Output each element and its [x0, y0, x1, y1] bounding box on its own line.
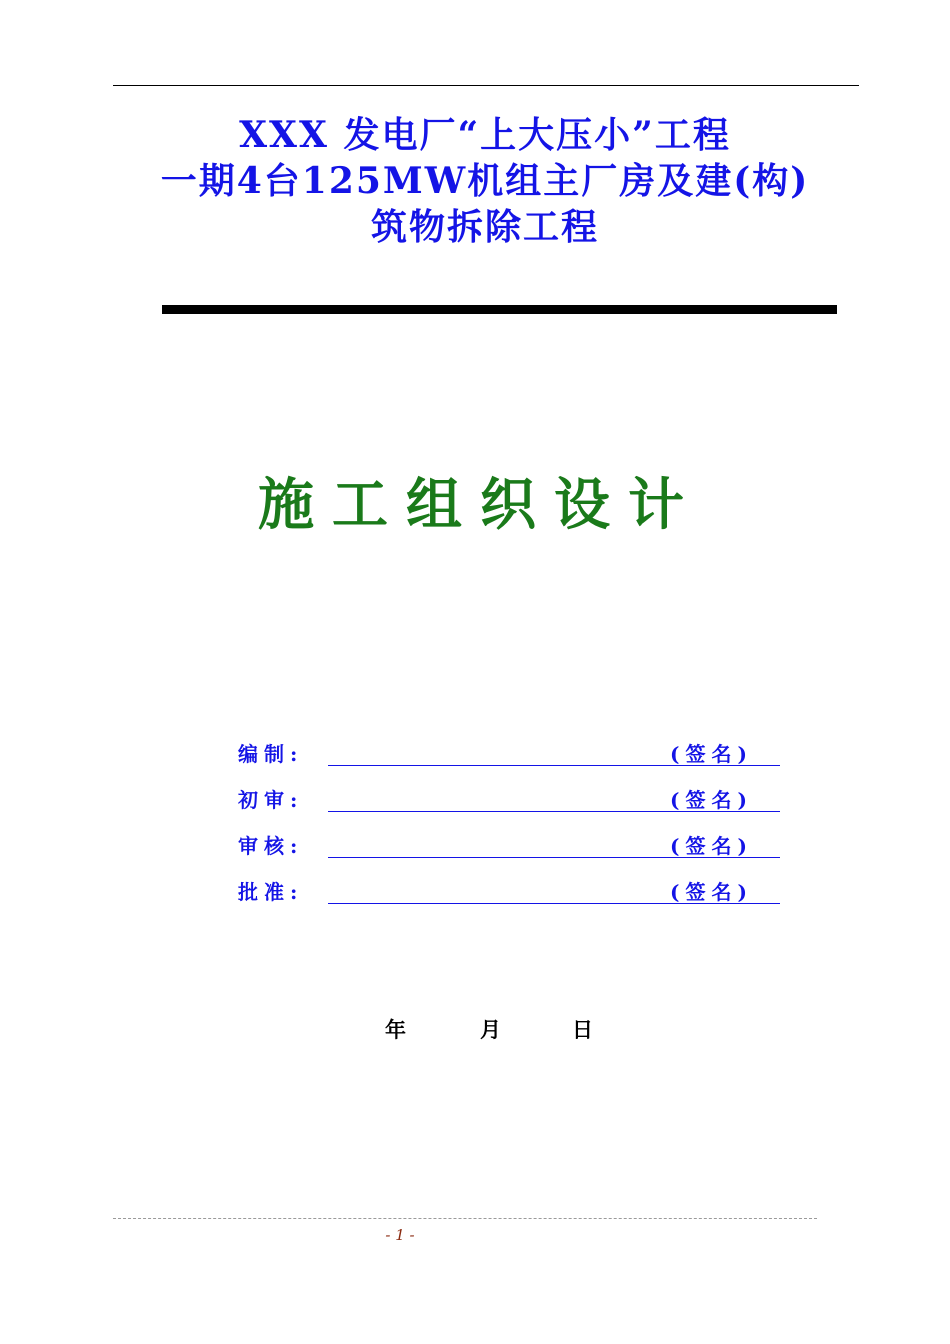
project-title: [90, 112, 880, 250]
date-year-label: 年: [385, 1017, 406, 1042]
date-day-label: 日: [572, 1017, 593, 1042]
date-line: [385, 1014, 615, 1048]
title-line-3: 筑物拆除工程: [370, 206, 599, 248]
title-line-1: XXX 发电厂“上大压小”工程: [239, 114, 731, 156]
signature-label: 初审:: [238, 788, 304, 812]
title-divider: [162, 305, 837, 314]
title-line-2: 一期4台125MW机组主厂房及建(构): [160, 160, 810, 202]
signature-row-prepared: [238, 734, 798, 780]
signature-row-approval: [238, 872, 798, 918]
signature-note: (签名): [670, 834, 753, 858]
signature-label: 批准:: [238, 880, 304, 904]
signature-label: 编制:: [238, 742, 304, 766]
signature-note: (签名): [670, 788, 753, 812]
signature-row-initial-review: [238, 780, 798, 826]
footer-rule: [113, 1218, 817, 1219]
document-type-heading: 施工组织设计: [258, 472, 702, 538]
signature-label: 审核:: [238, 834, 304, 858]
signature-note: (签名): [670, 742, 753, 766]
date-month-label: 月: [480, 1017, 501, 1042]
signature-block: [238, 734, 798, 918]
header-rule: [113, 85, 859, 86]
page-number: - 1 -: [385, 1226, 415, 1244]
signature-row-review: [238, 826, 798, 872]
signature-note: (签名): [670, 880, 753, 904]
